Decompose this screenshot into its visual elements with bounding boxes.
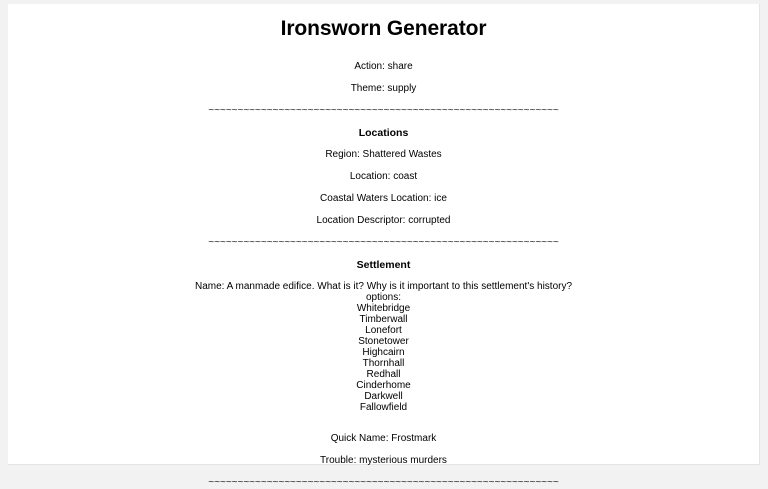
settlement-heading: Settlement [356,259,411,271]
settlement-quick-name: Quick Name: Frostmark [330,433,437,444]
settlement-option: Thornhall [362,358,405,369]
page-title: Ironsworn Generator [280,17,487,40]
spacer [8,271,759,281]
spacer [8,249,759,259]
settlement-option: Stonetower [358,336,409,347]
locations-heading: Locations [358,127,409,139]
spacer [8,413,759,433]
settlement-option: Timberwall [359,314,408,325]
separator-rule-2: ~~~~~~~~~~~~~~~~~~~~~~~~~~~~~~~~~~~~~~~~~~~~~~~~~~~~~~~~~~~~ [208,237,559,248]
settlement-option: Highcairn [362,347,405,358]
locations-region: Region: Shattered Wastes [325,149,442,160]
settlement-option: Whitebridge [356,303,411,314]
settlement-option: Fallowfield [359,402,408,413]
spacer [8,161,759,171]
settlement-trouble: Trouble: mysterious murders [320,455,447,466]
settlement-option: Lonefort [365,325,402,336]
document-page [8,4,760,488]
spacer [8,73,759,83]
separator-rule-1: ~~~~~~~~~~~~~~~~~~~~~~~~~~~~~~~~~~~~~~~~~~~~~~~~~~~~~~~~~~~~ [208,105,559,116]
theme-line: Theme: supply [350,83,417,94]
settlement-options-label: options: [365,292,402,303]
generator-output [8,4,759,489]
spacer [8,205,759,215]
locations-descriptor: Location Descriptor: corrupted [316,215,451,226]
spacer [8,95,759,105]
settlement-option: Redhall [366,369,401,380]
settlement-name-prompt: Name: A manmade edifice. What is it? Why is it important to this settlement's history? [194,281,573,292]
spacer [8,227,759,237]
spacer [8,139,759,149]
locations-location: Location: coast [349,171,418,182]
locations-coastal-waters: Coastal Waters Location: ice [320,193,447,204]
spacer [8,445,759,455]
spacer [8,117,759,127]
spacer [8,41,759,61]
spacer [8,467,759,477]
separator-rule-3: ~~~~~~~~~~~~~~~~~~~~~~~~~~~~~~~~~~~~~~~~~~~~~~~~~~~~~~~~~~~~ [208,477,559,488]
spacer [8,183,759,193]
action-line: Action: share [354,61,413,72]
settlement-option: Cinderhome [356,380,411,391]
settlement-option: Darkwell [364,391,403,402]
